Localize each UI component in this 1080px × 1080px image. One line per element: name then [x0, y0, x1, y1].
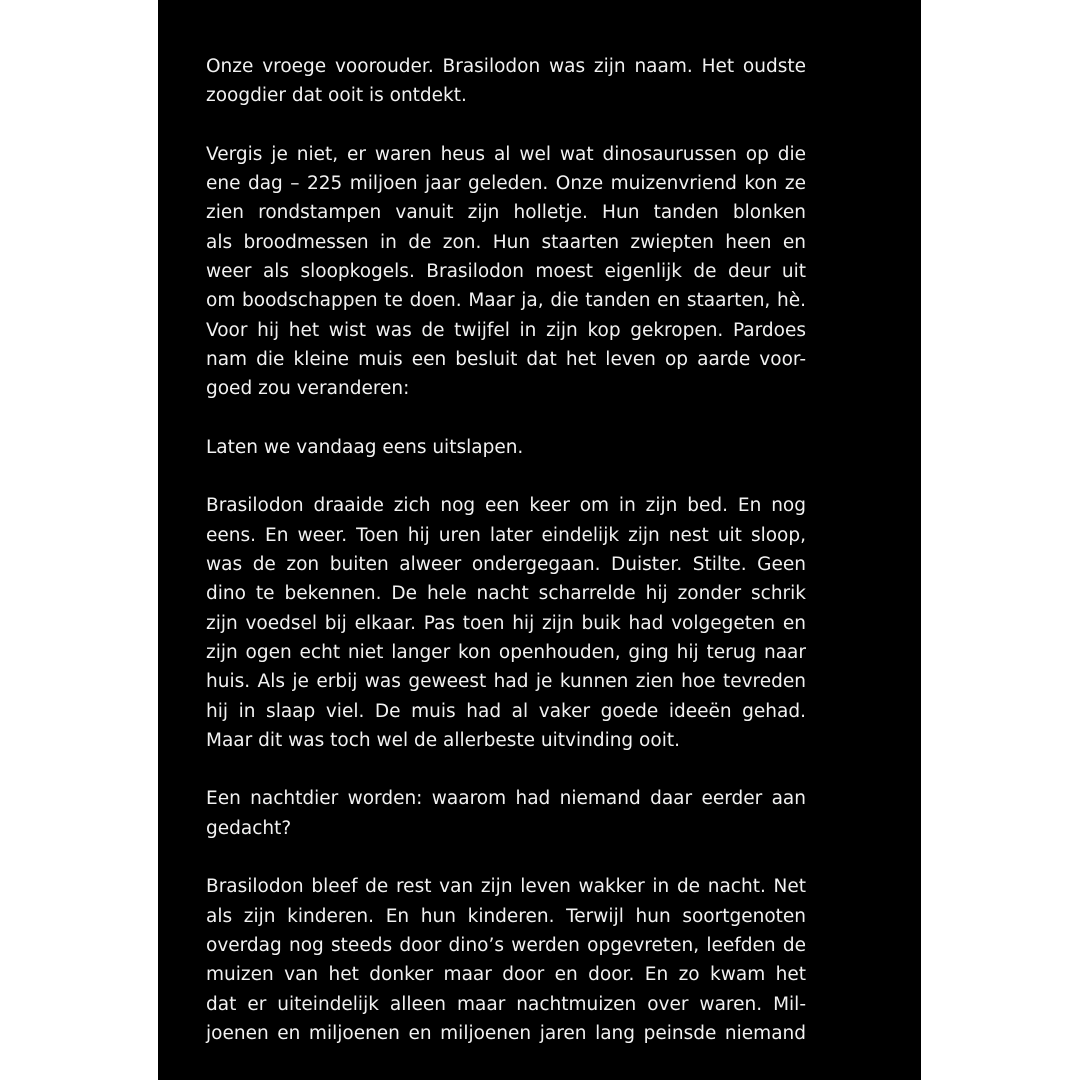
text-line: als zijn kinderen. En hun kinderen. Terwijl hun soortgenoten — [206, 905, 806, 927]
text-line: als broodmessen in de zon. Hun staarten zwiepten heen en — [206, 231, 806, 253]
book-page — [158, 0, 921, 1080]
text-line: zoogdier dat ooit is ontdekt. — [206, 85, 467, 107]
text-line: huis. Als je erbij was geweest had je kunnen zien hoe tevreden — [206, 671, 806, 693]
text-line: joenen en miljoenen en miljoenen jaren lang peinsde niemand — [206, 1022, 806, 1044]
text-line: gedacht? — [206, 817, 292, 839]
text-line: Maar dit was toch wel de allerbeste uitvinding ooit. — [206, 729, 680, 751]
text-line: overdag nog steeds door dino’s werden opgevreten, leefden de — [206, 934, 806, 956]
text-line: Een nachtdier worden: waarom had niemand daar eerder aan — [206, 788, 806, 810]
text-line: Brasilodon bleef de rest van zijn leven wakker in de nacht. Net — [206, 876, 806, 898]
text-line: goed zou veranderen: — [206, 378, 410, 400]
text-line: nam die kleine muis een besluit dat het leven op aarde voor- — [206, 348, 806, 370]
text-line: Laten we vandaag eens uitslapen. — [206, 436, 524, 458]
text-line: Vergis je niet, er waren heus al wel wat dinosaurussen op die — [206, 143, 806, 165]
paragraph-gap — [206, 755, 806, 784]
text-line: Voor hij het wist was de twijfel in zijn kop gekropen. Pardoes — [206, 319, 806, 341]
paragraph-gap — [206, 111, 806, 140]
paragraph-gap — [206, 462, 806, 491]
text-line: zien rondstampen vanuit zijn holletje. Hun tanden blonken — [206, 202, 806, 224]
text-line: zijn voedsel bij elkaar. Pas toen hij zijn buik had volgegeten en — [206, 612, 806, 634]
text-line: Onze vroege voorouder. Brasilodon was zijn naam. Het oudste — [206, 56, 806, 77]
text-line: Brasilodon draaide zich nog een keer om in zijn bed. En nog — [206, 495, 806, 517]
text-line: hij in slaap viel. De muis had al vaker goede ideeën gehad. — [206, 700, 806, 722]
paragraph-gap — [206, 404, 806, 433]
text-line: weer als sloopkogels. Brasilodon moest eigenlijk de deur uit — [206, 261, 806, 283]
text-line: om boodschappen te doen. Maar ja, die tanden en staarten, hè. — [206, 290, 806, 312]
text-line: eens. En weer. Toen hij uren later eindelijk zijn nest uit sloop, — [206, 524, 806, 546]
text-line: dino te bekennen. De hele nacht scharrelde hij zonder schrik — [206, 583, 806, 605]
text-line: dat er uiteindelijk alleen maar nachtmuizen over waren. Mil- — [206, 993, 806, 1015]
text-line: muizen van het donker maar door en door. En zo kwam het — [206, 964, 806, 986]
text-line: was de zon buiten alweer ondergegaan. Duister. Stilte. Geen — [206, 554, 806, 576]
text-line: ene dag – 225 miljoen jaar geleden. Onze muizenvriend kon ze — [206, 173, 806, 195]
body-text — [206, 52, 806, 1048]
paragraph-gap — [206, 843, 806, 872]
text-line: zijn ogen echt niet langer kon openhouden, ging hij terug naar — [206, 641, 806, 663]
